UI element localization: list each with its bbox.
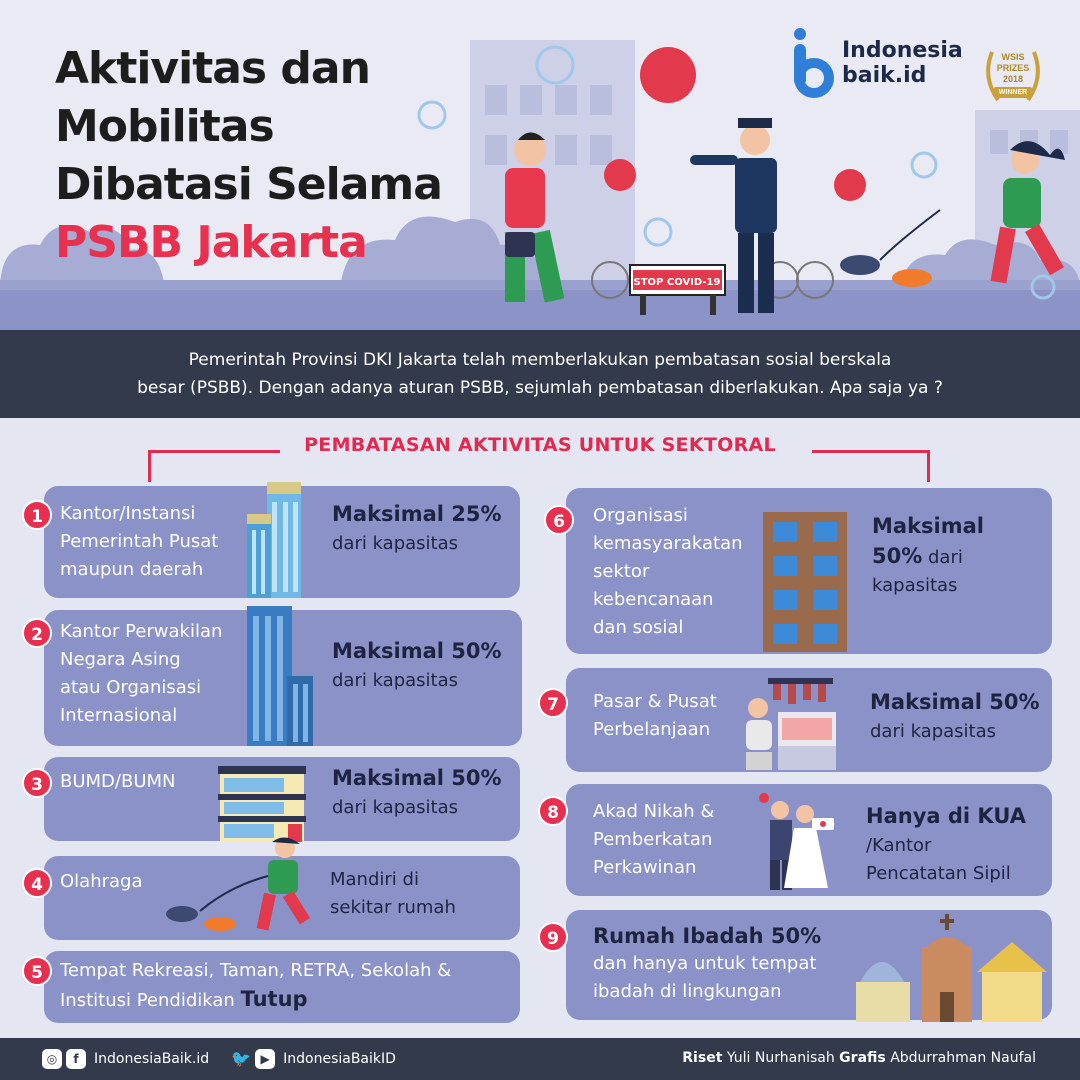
bracket-left	[148, 450, 280, 482]
card-1-value-rest: dari kapasitas	[332, 533, 459, 554]
card-number-badge: 6	[544, 505, 574, 535]
card-5-label-line: Tempat Rekreasi, Taman, RETRA, Sekolah &	[60, 960, 452, 981]
title-line-3: Dibatasi Selama	[55, 159, 442, 210]
bracket-right	[812, 450, 930, 482]
office-tower-icon	[245, 482, 305, 598]
card-1-value	[332, 500, 502, 558]
card-7-value-rest: dari kapasitas	[870, 721, 997, 742]
card-4-label-line: Olahraga	[60, 871, 143, 892]
credit-grafis-name: Abdurrahman Naufal	[890, 1050, 1036, 1066]
footer-handle-right[interactable]: IndonesiaBaikID	[283, 1051, 396, 1067]
card-2-label-line: Internasional	[60, 705, 178, 726]
card-5-label	[60, 957, 451, 1015]
card-number-badge: 4	[22, 868, 52, 898]
card-6-value-bold: 50%	[872, 544, 923, 568]
card-2-value-rest: dari kapasitas	[332, 670, 459, 691]
indonesiabaik-logo	[790, 28, 963, 98]
card-7-label	[593, 688, 717, 744]
jogging-with-dogs-icon	[160, 836, 310, 936]
intro-line-1: Pemerintah Provinsi DKI Jakarta telah memberlakukan pembatasan sosial berskala	[188, 350, 892, 370]
market-butcher-icon	[738, 672, 838, 772]
card-4-value	[330, 866, 456, 922]
card-8-label-line: Akad Nikah &	[593, 801, 715, 822]
card-6-value	[872, 512, 984, 600]
apartment-building-icon	[763, 512, 847, 652]
bumn-building-icon	[218, 766, 306, 842]
card-6-label-line: sektor	[593, 561, 650, 582]
card-8-value-bold: Hanya di KUA	[866, 804, 1026, 828]
card-7-label-line: Perbelanjaan	[593, 719, 711, 740]
credit-riset-name: Yuli Nurhanisah	[726, 1050, 835, 1066]
card-3-value	[332, 764, 502, 822]
card-2-value	[332, 637, 502, 695]
card-number-badge: 2	[22, 618, 52, 648]
card-number-badge: 3	[22, 768, 52, 798]
logo-mark-icon	[790, 28, 834, 98]
card-6-value-bold: Maksimal	[872, 514, 984, 538]
instagram-icon[interactable]: ◎	[42, 1049, 62, 1069]
card-6-label-line: kemasyarakatan	[593, 533, 743, 554]
card-3-label-line: BUMD/BUMN	[60, 771, 176, 792]
intro-band	[0, 330, 1080, 418]
title-line-2: Mobilitas	[55, 101, 274, 152]
card-6-label-line: Organisasi	[593, 505, 688, 526]
card-2-label-line: Negara Asing	[60, 649, 181, 670]
credit-grafis-label: Grafis	[839, 1050, 886, 1066]
card-8-value-rest: /Kantor	[866, 835, 932, 856]
card-6-value-rest: dari	[928, 547, 963, 568]
card-3-label	[60, 768, 176, 796]
barricade-sign-text: STOP COVID-19	[633, 277, 721, 288]
card-number-badge: 9	[538, 922, 568, 952]
footer-handle-left[interactable]: IndonesiaBaik.id	[94, 1051, 210, 1067]
card-8-label	[593, 798, 714, 882]
card-6-value-rest: kapasitas	[872, 575, 958, 596]
card-8-label-line: Pemberkatan	[593, 829, 713, 850]
card-3-value-bold: Maksimal 50%	[332, 766, 502, 790]
wsis-award-badge	[980, 42, 1046, 108]
card-number-badge: 5	[22, 956, 52, 986]
card-5-label-bold: Tutup	[240, 987, 308, 1011]
award-line-3: 2018	[1002, 74, 1024, 84]
title-line-4: PSBB Jakarta	[55, 217, 367, 268]
card-2-label-line: Kantor Perwakilan	[60, 621, 223, 642]
page-title	[55, 40, 442, 272]
card-2-label	[60, 618, 222, 730]
card-5-label-pre: Institusi Pendidikan	[60, 990, 235, 1011]
award-line-2: PRIZES	[996, 63, 1030, 73]
credit-riset-label: Riset	[682, 1050, 723, 1066]
section-title: PEMBATASAN AKTIVITAS UNTUK SEKTORAL	[304, 434, 776, 456]
card-4-value-line: sekitar rumah	[330, 897, 456, 918]
card-1-value-bold: Maksimal 25%	[332, 502, 502, 526]
card-2-label-line: atau Organisasi	[60, 677, 202, 698]
card-4-label	[60, 868, 143, 896]
card-8-label-line: Perkawinan	[593, 857, 697, 878]
card-number-badge: 7	[538, 688, 568, 718]
award-line-4: WINNER	[994, 87, 1032, 98]
card-3-value-rest: dari kapasitas	[332, 797, 459, 818]
card-number-badge: 1	[22, 500, 52, 530]
card-9-label-line: ibadah di lingkungan	[593, 981, 782, 1002]
embassy-tower-icon	[245, 606, 315, 746]
card-1-label-line: Kantor/Instansi	[60, 503, 196, 524]
card-1-label-line: maupun daerah	[60, 559, 204, 580]
wedding-couple-icon	[750, 788, 840, 892]
card-8-value-rest: Pencatatan Sipil	[866, 863, 1011, 884]
card-7-label-line: Pasar & Pusat	[593, 691, 717, 712]
card-9-label-line: dan hanya untuk tempat	[593, 953, 817, 974]
header	[0, 0, 1080, 330]
card-9-label-bold: Rumah Ibadah 50%	[593, 924, 822, 948]
award-line-1: WSIS	[1001, 52, 1025, 62]
title-line-1: Aktivitas dan	[55, 43, 370, 94]
card-7-value	[870, 688, 1040, 746]
card-6-label-line: dan sosial	[593, 617, 684, 638]
twitter-icon[interactable]: 🐦	[231, 1049, 252, 1068]
card-1-label	[60, 500, 218, 584]
footer-credits	[682, 1050, 1036, 1066]
youtube-icon[interactable]: ▶	[255, 1049, 275, 1069]
card-7-value-bold: Maksimal 50%	[870, 690, 1040, 714]
facebook-icon[interactable]: f	[66, 1049, 86, 1069]
card-2-value-bold: Maksimal 50%	[332, 639, 502, 663]
card-4-value-line: Mandiri di	[330, 869, 419, 890]
card-6-label	[593, 502, 743, 642]
logo-text-line-2: baik.id	[842, 63, 927, 88]
logo-text-line-1: Indonesia	[842, 38, 963, 63]
card-9-label	[593, 922, 821, 1006]
card-number-badge: 8	[538, 796, 568, 826]
houses-of-worship-icon	[852, 912, 1047, 1024]
intro-line-2: besar (PSBB). Dengan adanya aturan PSBB, sejumlah pembatasan diberlakukan. Apa saja ya ?	[137, 378, 943, 398]
card-6-label-line: kebencanaan	[593, 589, 714, 610]
card-1-label-line: Pemerintah Pusat	[60, 531, 219, 552]
card-8-value	[866, 802, 1026, 888]
footer-social	[42, 1049, 396, 1069]
footer	[0, 1038, 1080, 1080]
